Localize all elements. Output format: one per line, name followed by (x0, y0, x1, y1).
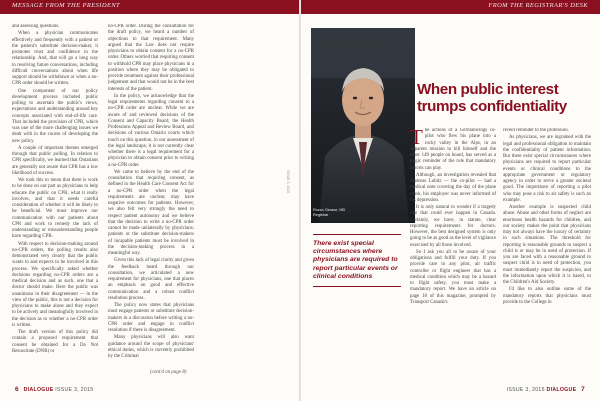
paragraph: One component of our policy development process included public polling to ascertain the public's views, expectations and understanding around key concepts associated with end-of-life care. That included the provision of CPR, which was one of the more challenging issues we dealt with in the course of developing the new policy. (12, 88, 98, 144)
magazine-title: DIALOGUE (23, 387, 54, 393)
paragraph: and assessing questions. (12, 24, 60, 29)
left-page (0, 0, 299, 401)
paragraph: When a physician communicates effectively and frequently with a patient or the patient's substitute decision-maker, it promotes trust and confidence in the relationship. And, that will go a long way to resolving future conversations, including difficult conversations about when life support should be withdrawn or when a no-CPR order should be written. (12, 31, 98, 87)
side-issue-label: ISSUE 3, 2015 (286, 170, 290, 194)
page-number: 7 (581, 386, 585, 393)
paragraph: I'd like to also outline some of the mandatory reports that physicians must provide to the College in (503, 287, 591, 305)
paragraph: Given this lack of legal clarity and given the feedback heard through our consultation, we articulated a new requirement for physicians, one that places an emphasis on good and effective communication and a robust conflict resolution process. (108, 258, 194, 301)
paragraph: no-CPR order. During the consultation for the draft policy, we heard a number of objections to that requirement. Many argued that the Law does not require physicians to obtain consent for a no-CPR order. Others worried that requiring consent to withhold CPR may place physicians in a position where they may be obligated to provide treatment against their professional judgement and that would not be in the best interests of the patient. (108, 24, 194, 92)
left-header-title: MESSAGE FROM THE PRESIDENT (12, 2, 121, 9)
photo-caption (313, 208, 345, 217)
pull-quote: There exist special circumstances where physicians are required to report particular events or clinical conditions (313, 240, 398, 280)
paragraph: Another example is suspected child abuse. Abuse and other forms of neglect are enormous health hazards for children, and our society makes the point that physicians may not always have the luxury of certainty in such situations. The threshold for reporting is reasonable grounds to suspect a child is or may be in need of protection. If you are faced with a reasonable ground to suspect child is in need of protection, you must immediately report the suspicion, and the information upon which it is based, to the Children's Aid Society. (503, 205, 591, 285)
paragraph: As physicians, we are ingrained with the legal and professional obligation to maintain the confidentiality of patient information. But there exist special circumstances where physicians are required to report particular events or clinical conditions to the appropriate government or regulatory agency in order to serve a greater societal good. The importance of reporting a pilot who may pose a risk to air safety is such an example. (503, 135, 591, 203)
pullquote-bottom-rule (313, 286, 401, 287)
paragraph: recent reminder to the profession. (503, 128, 569, 133)
left-header-bar (0, 0, 299, 14)
paragraph: The draft version of this policy did contain a proposed requirement that consent be obtained for a Do Not Resuscitate (DNR) or (12, 330, 98, 354)
article-headline: When public interest trumps confidentiality (417, 81, 567, 115)
left-column-2 (108, 24, 194, 369)
paragraph: Although, an investigation revealed that Andreas Lubitz — the co-pilot — had a medical note covering the day of the plane crash, his employer was never informed of his depression. (410, 172, 496, 203)
paragraph-lead (410, 128, 496, 172)
paragraph: We took this to mean that there is work to be done on our part as physicians to help educate the public on CPR, what it really involves, and that it needs careful consideration of whether it will be likely to be beneficial. We must improve our communication with our patients about CPR and work to remedy the lack of understanding or misunderstanding people have regarding CPR. (12, 178, 98, 240)
paragraph: It is only natural to wonder if a tragedy like that could ever happen in Canada. Certainly, we have, in statute, clear reporting requirements for doctors. However, the best designed system is only going to be as good as the level of vigilance exercised by all those involved. (410, 205, 496, 248)
left-column-1 (12, 24, 98, 364)
paragraph: With respect to decision-making around no-CPR orders, the polling results also demonstrated very clearly that the public wants to and expects to be involved in this process. We specifically asked whether decisions regarding no-CPR orders are a medical decision and as such, one that a doctor should make. Here the public was unanimous in their disagreement — in the view of the public, this is not a decision for physicians to make alone and they expect to be actively and meaningfully involved in the decision as to whether a no-CPR order is written. (12, 241, 98, 328)
paragraph: So I ask you all to be aware of your obligations and fulfill your duty. If you provide care to any pilot, air traffic controller or flight engineer that has a medical condition which may be a hazard to flight safety, you must make a mandatory report. We have an article on page 18 of this magazine, prompted by Transport Canada's (410, 249, 496, 305)
caption-role: Registrar (313, 212, 329, 217)
left-footer (12, 386, 93, 393)
right-column-2 (503, 128, 591, 368)
caption-name: Rocco Gerace, MD (313, 208, 346, 212)
right-footer (507, 386, 588, 393)
paragraph: Many physicians will also want guidance around the scope of physicians' ethical duties, which is currently prohibited by the Criminal (108, 335, 194, 359)
continued-note: (cont'd on page 8) (150, 370, 187, 375)
registrar-photo (311, 28, 415, 223)
issue-label: ISSUE 3, 2015 (506, 387, 545, 393)
right-header-title: FROM THE REGISTRAR'S DESK (488, 2, 588, 9)
issue-label: ISSUE 3, 2015 (55, 387, 94, 393)
right-header-bar (301, 0, 600, 14)
pullquote-top-rule (313, 234, 401, 235)
paragraph: A couple of important themes emerged through that public polling. In relation to CPR specifically, we learned that Ontarians are generally not aware that CPR has a low likelihood of success. (12, 145, 98, 176)
magazine-title: DIALOGUE (546, 387, 577, 393)
drop-cap: T (410, 128, 423, 149)
paragraph: The policy now states that physicians must engage patients or substitute decision-makers in a discussion before writing a no-CPR order and engage in conflict resolution if there is disagreement. (108, 303, 194, 333)
lead-text: he actions of a Germanwings co-pilot who flew his plane into a rocky valley in the Alps, in an apparent mission to kill himself and the other 149 people on board, has served as a tragic reminder of the role that mandatory reports can play. (410, 128, 496, 171)
right-column-1 (410, 128, 496, 368)
paragraph: We came to believe by the end of the consultation that requiring consent, as defined in the Health Care Consent Act for a no-CPR order when the legal requirements are unclear, may have negative outcomes for patients. However, we also felt very strongly the need to respect patient autonomy and we believe that the decision to write a no-CPR order cannot be made unilaterally by physicians: patients or the substitute decision-makers of incapable patients must be involved in the decision-making process in a meaningful way. (108, 169, 194, 256)
right-page (301, 0, 600, 401)
page-number: 6 (15, 386, 19, 393)
portrait-image (311, 28, 415, 223)
paragraph: In the policy, we acknowledge that the legal requirements regarding consent to a no-CPR order are unclear. While we are aware of and reviewed decisions of the Consent and Capacity Board, the Health Professions Appeal and Review Board, and decisions of various Ontario courts which touch on this question, in our assessment of the legal landscape, it is not currently clear whether there is a legal requirement for a physician to obtain consent prior to writing a no-CPR order. (108, 93, 194, 168)
left-column-3-blank (205, 24, 291, 354)
